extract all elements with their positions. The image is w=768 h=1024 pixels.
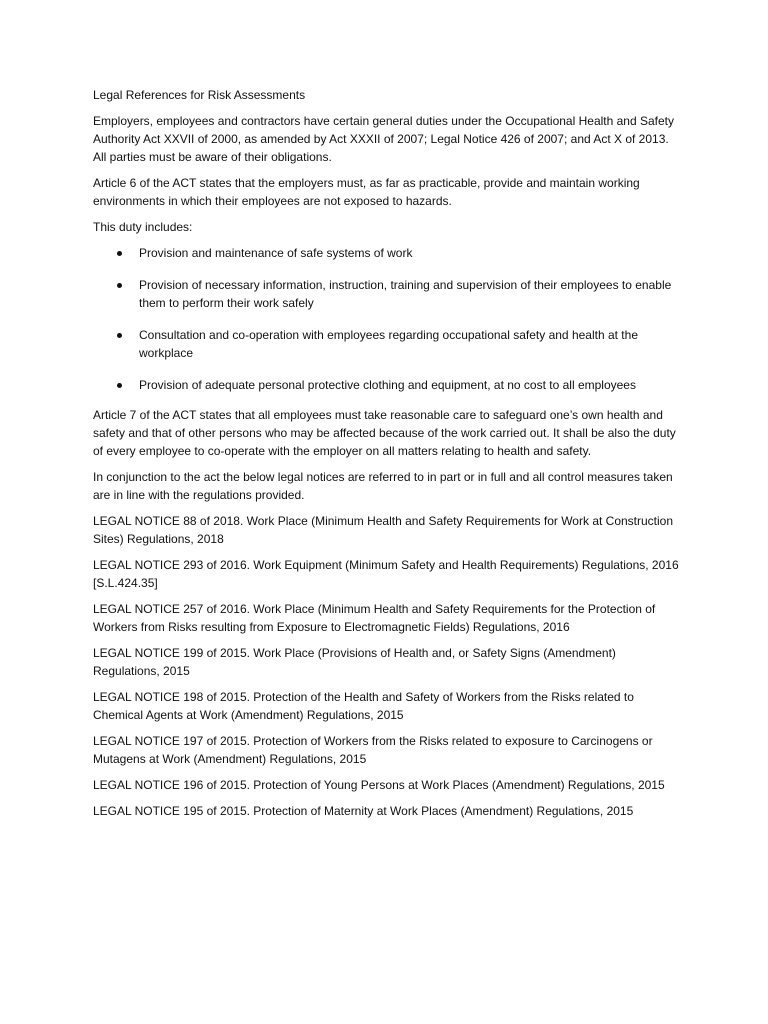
duty-text: Provision and maintenance of safe systems of work (139, 246, 413, 260)
bullet-icon (117, 251, 122, 256)
legal-notice: LEGAL NOTICE 196 of 2015. Protection of Young Persons at Work Places (Amendment) Regulations, 2015 (93, 778, 665, 792)
legal-notice: LEGAL NOTICE 199 of 2015. Work Place (Provisions of Health and, or Safety Signs (Amendment) Regulations, 2015 (93, 646, 616, 678)
duty-intro: This duty includes: (93, 220, 193, 234)
legal-notice: LEGAL NOTICE 197 of 2015. Protection of Workers from the Risks related to exposure to Carcinogens or Mutagens at Work (Amendment) Regulations, 2015 (93, 734, 653, 766)
intro-paragraph: Employers, employees and contractors have certain general duties under the Occupational Health and Safety Authority Act XXVII of 2000, as amended by Act XXXII of 2007; Legal Notice 426 of 2007; and Act X of 2013. All parties must be aware of their obligations. (93, 114, 675, 164)
list-item (93, 244, 683, 262)
list-item (93, 276, 683, 312)
legal-notice: LEGAL NOTICE 198 of 2015. Protection of the Health and Safety of Workers from the Risks related to Chemical Agents at Work (Amendment) Regulations, 2015 (93, 690, 634, 722)
legal-notice: LEGAL NOTICE 88 of 2018. Work Place (Minimum Health and Safety Requirements for Work at Construction Sites) Regulations, 2018 (93, 514, 674, 546)
document-title: Legal References for Risk Assessments (93, 88, 306, 102)
bullet-icon (117, 333, 122, 338)
document-page (93, 86, 683, 828)
duty-text: Provision of adequate personal protective clothing and equipment, at no cost to all employees (139, 378, 636, 392)
duty-text: Provision of necessary information, instruction, training and supervision of their employees to enable them to perform their work safely (139, 278, 672, 310)
article-6-paragraph: Article 6 of the ACT states that the employers must, as far as practicable, provide and maintain working environments in which their employees are not exposed to hazards. (93, 176, 640, 208)
legal-notice: LEGAL NOTICE 195 of 2015. Protection of Maternity at Work Places (Amendment) Regulations, 2015 (93, 804, 634, 818)
list-item (93, 326, 683, 362)
bullet-icon (117, 383, 122, 388)
conjunction-paragraph: In conjunction to the act the below legal notices are referred to in part or in full and all control measures taken are in line with the regulations provided. (93, 470, 673, 502)
duty-text: Consultation and co-operation with employees regarding occupational safety and health at the workplace (139, 328, 638, 360)
legal-notice: LEGAL NOTICE 257 of 2016. Work Place (Minimum Health and Safety Requirements for the Protection of Workers from Risks resulting from Exposure to Electromagnetic Fields) Regulations, 2016 (93, 602, 656, 634)
duties-list (93, 244, 683, 394)
legal-notice: LEGAL NOTICE 293 of 2016. Work Equipment (Minimum Safety and Health Requirements) Regulations, 2016 [S.L.424.35] (93, 558, 679, 590)
article-7-paragraph: Article 7 of the ACT states that all employees must take reasonable care to safeguard one’s own health and safety and that of other persons who may be affected because of the work carried out. It shall be also the duty of every employee to co-operate with the employer on all matters relating to health and safety. (93, 408, 676, 458)
list-item (93, 376, 683, 394)
bullet-icon (117, 283, 122, 288)
